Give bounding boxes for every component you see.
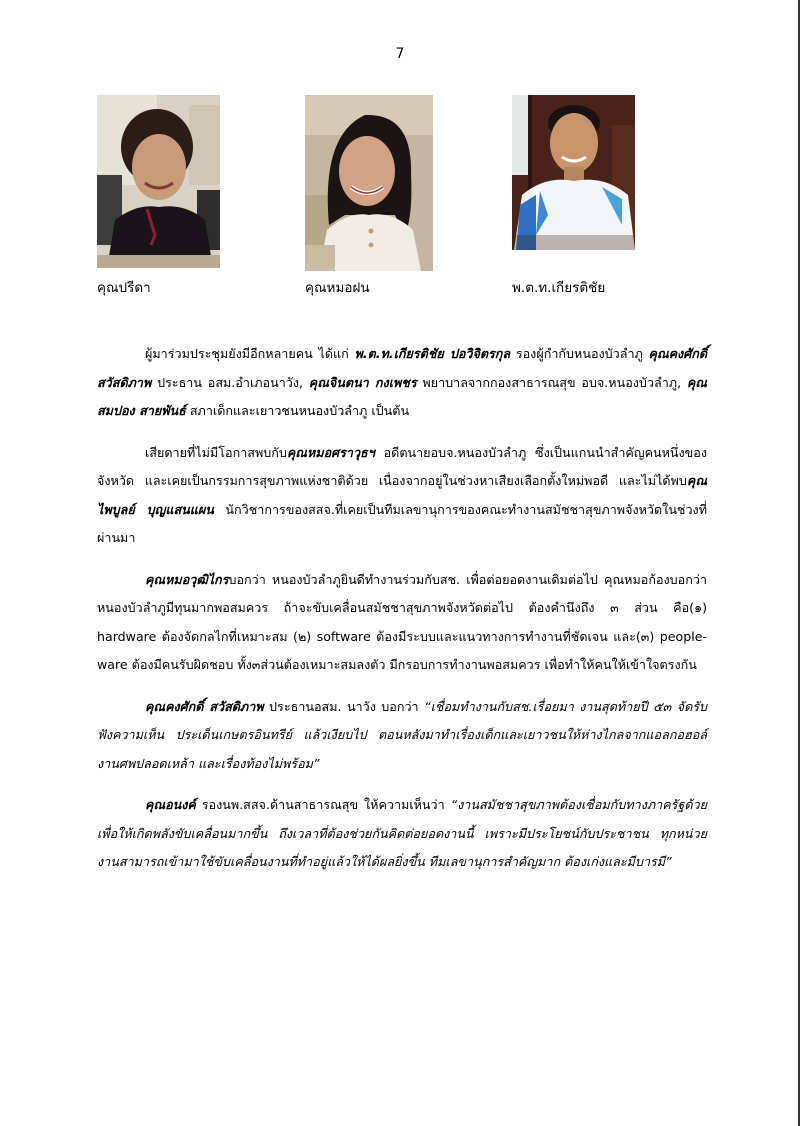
- text-span: เสียดายที่ไม่มีโอกาสพบกับ: [145, 444, 287, 460]
- quote: “งานสมัชชาสุขภาพต้องเชื่อมกับทางภาครัฐด้วย เพื่อให้เกิดพลังขับเคลื่อนมากขึ้น ถึงเวลาที่ต้องช่วยกันคิดต่อยอดงานนี้ เพราะมีประโยชน์กับประชาชน ทุกหน่วยงานสามารถเข้ามาใช้ขับเคลื่อนงานที่ทำอยู่แล้วให้ได้ผลยิ่งขึ้น ทีมเลขานุการสำคัญมาก ต้องเก่งและมีบารมี”: [97, 797, 707, 869]
- text-span: นักวิชาการของสสจ.ที่เคยเป็นทีมเลขานุการของคณะทำงานสมัชชาสุขภาพจังหวัดในช่วงที่ผ่านมา: [97, 501, 708, 545]
- quote: “เชื่อมทำงานกับสช.เรื่อยมา งานสุดท้ายปี ๕๓ จัดรับฟังความเห็น ประเด็นเกษตรอินทรีย์ แล้วเงียบไป ตอนหลังมาทำเรื่องเด็กและเยาวชนให้ห่างไกลจากแอลกอฮอล์ งานศพปลอดเหล้า และเรื่องท้องไม่พร้อม”: [97, 698, 708, 771]
- person-name: คุณจินตนา กงเพชร: [308, 374, 417, 390]
- text-span: บอกว่า หนองบัวลำภูยินดีทำงานร่วมกับสช. เพื่อต่อยอดงานเดิมต่อไป คุณหมอก้องบอกว่า หนองบัวลำภูมีทุนมากพอสมควร ถ้าจะขับเคลื่อนสมัชชาสุขภาพจังหวัดต่อไป ต้องคำนึงถึง ๓ ส่วน คือ(๑) hardware ต้องจัดกลไกที่เหมาะสม (๒) software ต้องมีระบบและแนวทางการทำงานที่ชัดเจน และ(๓) people-ware ต้องมีคนรับผิดชอบ ทั้ง๓ส่วนต้องเหมาะสมลงตัว มีกรอบการทำงานพอสมควร เพื่อทำให้คนให้เข้าใจตรงกัน: [97, 571, 707, 672]
- person-name: คุณคงศักดิ์ สวัสดิภาพ: [97, 346, 707, 390]
- text-span: อดีตนายอบจ.หนองบัวลำภู ซึ่งเป็นแกนนำสำคัญคนหนึ่งของจังหวัด และเคยเป็นกรรมการสุขภาพแห่งชาติด้วย เนื่องจากอยู่ในช่วงหาเสียงเลือกตั้งใหม่พอดี และไม่ได้พบ: [97, 444, 707, 488]
- paragraph-attendees: [97, 340, 707, 426]
- person-name: คุณคงศักดิ์ สวัสดิภาพ: [145, 698, 264, 714]
- person-name: คุณหมอศราวุธฯ: [286, 444, 375, 460]
- paragraph-wutthikrai: [97, 566, 707, 680]
- person-name: คุณอนงค์: [145, 797, 196, 812]
- photo-mor-fon: [305, 95, 433, 271]
- paragraph-anong: [97, 791, 707, 877]
- caption-mor-fon: คุณหมอฝน: [305, 280, 370, 296]
- person-name: คุณสมปอง สายพันธ์: [97, 374, 707, 418]
- photo-preeda: [97, 95, 220, 268]
- text-span: รองนพ.สสจ.ด้านสาธารณสุข ให้ความเห็นว่า: [195, 797, 451, 812]
- person-name: พ.ต.ท.เกียรติชัย ปอวิจิตรกุล: [354, 346, 511, 361]
- text-span: ประธาน อสม.อำเภอนาวัง,: [151, 374, 309, 390]
- caption-police-lt-col: พ.ต.ท.เกียรติชัย: [512, 280, 606, 296]
- photo-police-lt-col: [512, 95, 635, 250]
- text-span: สภาเด็กและเยาวชนหนองบัวลำภู เป็นต้น: [185, 403, 410, 418]
- paragraph-kongsak: [97, 693, 707, 779]
- paragraph-missed: [97, 439, 707, 553]
- person-name: คุณหมอวุฒิไกร: [145, 571, 229, 587]
- text-span: พยาบาลจากกองสาธารณสุข อบจ.หนองบัวลำภู,: [416, 374, 687, 390]
- page-number: 7: [395, 46, 405, 62]
- text-span: รองผู้กำกับหนองบัวลำภู: [510, 346, 649, 361]
- article-body: [97, 340, 707, 890]
- text-span: ประธานอสม. นาวัง บอกว่า: [263, 698, 425, 714]
- text-span: ผู้มาร่วมประชุมยังมีอีกหลายคน ได้แก่: [145, 346, 355, 361]
- person-name: คุณไพบูลย์ บุญแสนแผน: [97, 473, 707, 517]
- caption-preeda: คุณปรีดา: [97, 280, 151, 296]
